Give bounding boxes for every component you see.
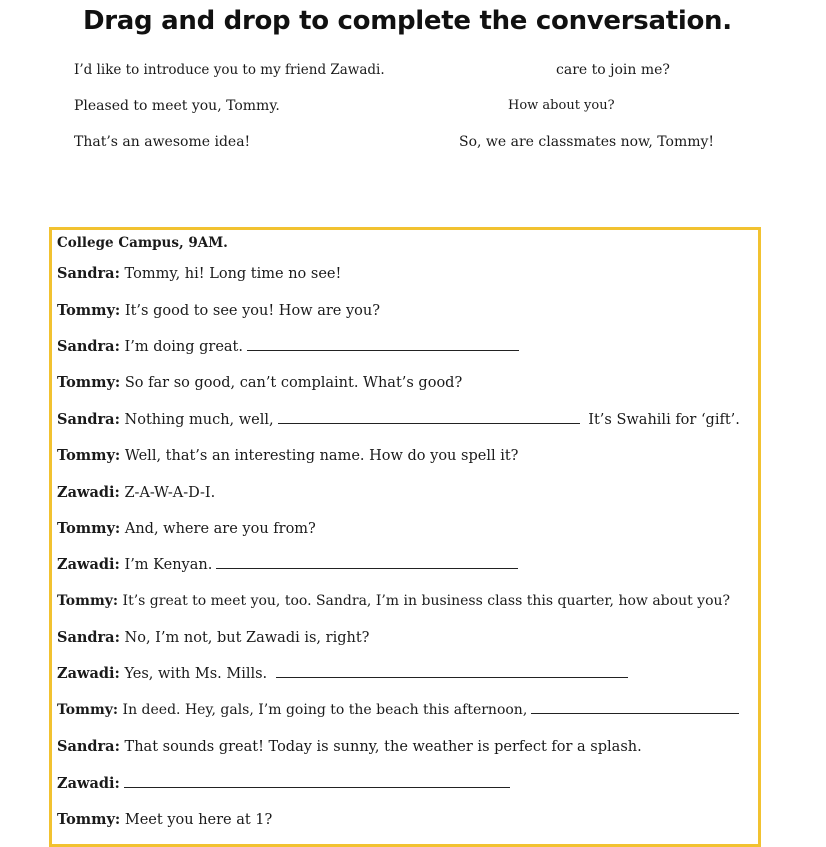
- speaker: Tommy:: [57, 811, 121, 828]
- speaker: Sandra:: [57, 629, 120, 646]
- speaker: Sandra:: [57, 738, 120, 755]
- line-text: It’s good to see you! How are you?: [124, 303, 380, 319]
- speaker: Sandra:: [57, 411, 120, 428]
- line-text: I’m Kenyan.: [124, 557, 213, 573]
- dialogue-line: [57, 593, 730, 609]
- speaker: Tommy:: [57, 374, 121, 391]
- dialogue-line: [57, 665, 632, 682]
- speaker: Tommy:: [57, 302, 121, 319]
- speaker: Sandra:: [57, 338, 120, 355]
- option-classmates[interactable]: So, we are classmates now, Tommy!: [459, 134, 715, 150]
- line-text-after: It’s Swahili for ‘gift’.: [588, 412, 740, 428]
- drop-zone[interactable]: [124, 786, 510, 788]
- dialogue-line: [57, 520, 316, 537]
- dialogue-line: [57, 775, 514, 792]
- drop-zone[interactable]: [216, 567, 518, 569]
- option-introduce[interactable]: I’d like to introduce you to my friend Zawadi.: [74, 62, 385, 78]
- dialogue-line: [57, 374, 462, 391]
- setting-label: College Campus, 9AM.: [57, 235, 228, 251]
- dialogue-line: [57, 629, 369, 646]
- option-awesome-idea[interactable]: That’s an awesome idea!: [74, 134, 251, 150]
- drop-zone[interactable]: [531, 712, 739, 714]
- line-text: Tommy, hi! Long time no see!: [124, 266, 342, 282]
- speaker: Tommy:: [57, 593, 119, 609]
- drop-zone[interactable]: [247, 349, 519, 351]
- speaker: Sandra:: [57, 265, 120, 282]
- speaker: Zawadi:: [57, 775, 120, 792]
- line-text: No, I’m not, but Zawadi is, right?: [124, 630, 370, 646]
- page-title: Drag and drop to complete the conversation.: [83, 6, 732, 36]
- drop-zone[interactable]: [278, 422, 580, 424]
- dialogue-line: [57, 265, 341, 282]
- dialogue-line: [57, 302, 380, 319]
- line-text: I’m doing great.: [124, 339, 243, 355]
- option-pleased-to-meet[interactable]: Pleased to meet you, Tommy.: [74, 98, 280, 114]
- speaker: Zawadi:: [57, 484, 120, 501]
- dialogue-line: [57, 811, 272, 828]
- option-care-to-join[interactable]: care to join me?: [556, 62, 670, 78]
- line-text: And, where are you from?: [124, 521, 316, 537]
- line-text: Well, that’s an interesting name. How do you spell it?: [124, 448, 519, 464]
- speaker: Tommy:: [57, 520, 121, 537]
- line-text: It’s great to meet you, too. Sandra, I’m in business class this quarter, how about you?: [122, 593, 731, 609]
- line-text: That sounds great! Today is sunny, the weather is perfect for a splash.: [124, 739, 642, 755]
- line-text: Nothing much, well,: [124, 412, 274, 428]
- line-text: Z-A-W-A-D-I.: [124, 485, 216, 501]
- option-how-about-you[interactable]: How about you?: [508, 98, 615, 113]
- speaker: Tommy:: [57, 702, 119, 718]
- speaker: Zawadi:: [57, 665, 120, 682]
- line-text: Meet you here at 1?: [124, 812, 273, 828]
- line-text: So far so good, can’t complaint. What’s good?: [124, 375, 463, 391]
- speaker: Zawadi:: [57, 556, 120, 573]
- line-text: Yes, with Ms. Mills.: [124, 666, 268, 682]
- dialogue-line: [57, 702, 743, 718]
- dialogue-line: [57, 484, 215, 501]
- dialogue-line: [57, 738, 642, 755]
- dialogue-line: [57, 556, 522, 573]
- dialogue-line: [57, 447, 518, 464]
- dialogue-line: [57, 411, 740, 428]
- drop-zone[interactable]: [276, 676, 628, 678]
- line-text: In deed. Hey, gals, I’m going to the beach this afternoon,: [122, 702, 528, 718]
- dialogue-line: [57, 338, 523, 355]
- speaker: Tommy:: [57, 447, 121, 464]
